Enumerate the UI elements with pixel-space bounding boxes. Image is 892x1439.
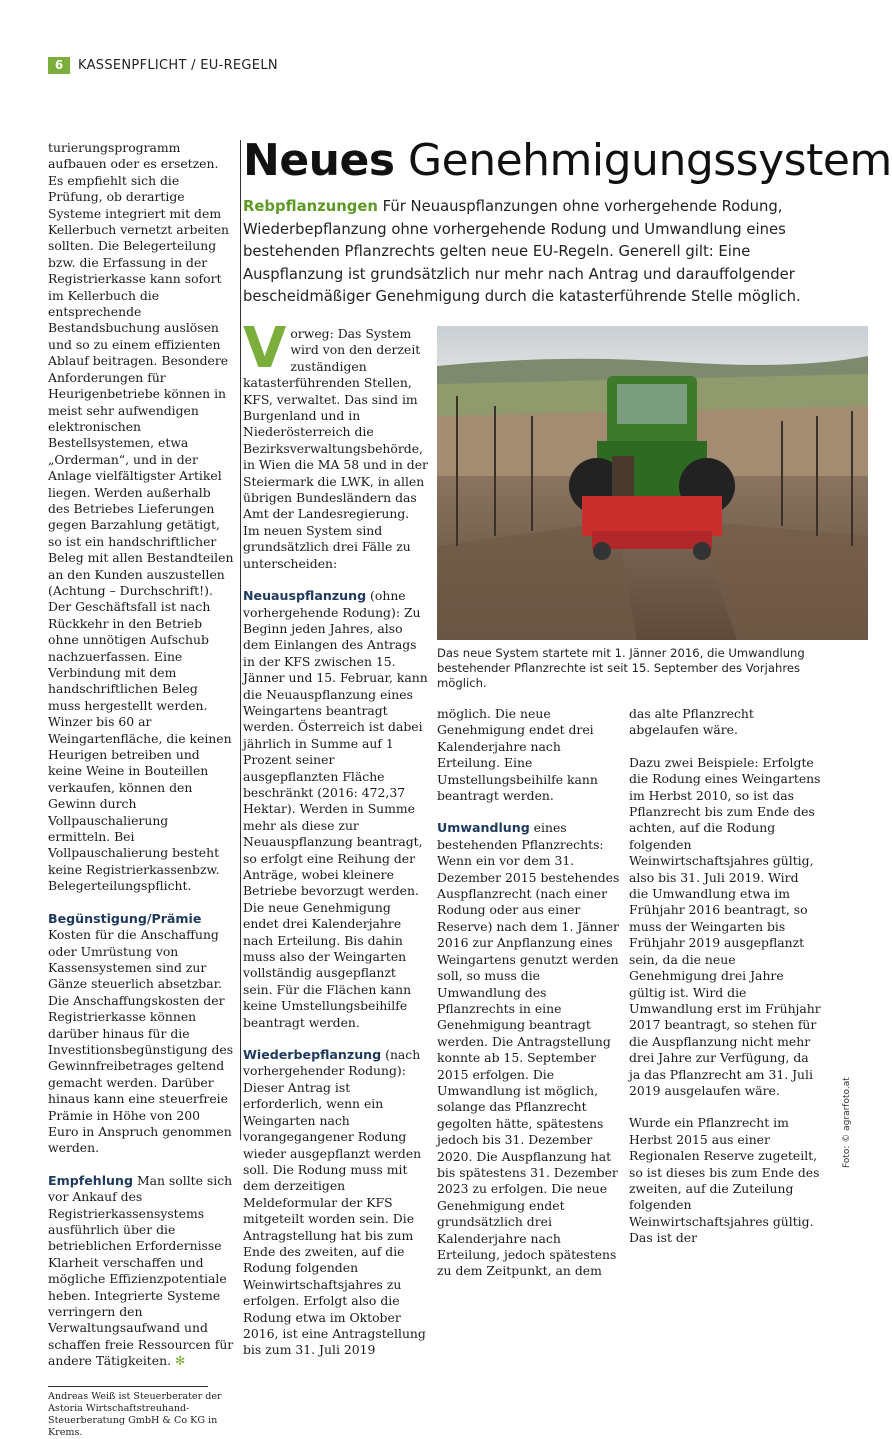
article-column-1: [243, 316, 429, 1359]
section-title: KASSENPFLICHT / EU-REGELN: [78, 57, 278, 73]
author-note: Andreas Weiß ist Steuerberater der Astoria Wirtschaftstreuhand-Steuerberatung GmbH & Co KG in Krems.: [48, 1390, 222, 1438]
end-mark-icon: ✻: [174, 1353, 186, 1369]
article-column-2: [437, 706, 621, 1280]
paragraph: Wurde ein Pflanzrecht im Herbst 2015 aus einer Regionalen Reserve zugeteilt, so ist dieses bis zum Ende des zweiten, auf die Zuteilung folgenden Weinwirtschaftsjahres gültig. Das ist der: [629, 1115, 820, 1246]
paragraph: Empfehlung Man sollte sich vor Ankauf des Registrierkassensystems ausführlich über die betrieblichen Erfordernisse Klarheit verschaffen und mögliche Effizienzpotentiale heben. Integrierte Systeme verringern den Verwaltungsaufwand und schaffen freie Ressourcen für andere Tätigkeiten. ✻: [48, 1172, 234, 1369]
article-lead: Rebpflanzungen Für Neuauspflanzungen ohne vorhergehende Rodung, Wiederbepflanzung ohne vorhergehende Rodung und Umwandlung eines bestehenden Pflanzrechts gelten neue EU-Regeln. Generell gilt: Eine Auspflanzung ist grundsätzlich nur mehr nach Antrag und darauffolgender bescheidmäßiger Genehmigung durch die katasterführende Stelle möglich.: [243, 198, 801, 306]
subheading-umwandlung: Umwandlung: [437, 820, 530, 836]
paragraph: Dazu zwei Beispiele: Erfolgte die Rodung eines Weingartens im Herbst 2010, so ist das Pflanzrecht bis zum Ende des achten, auf die Rodung folgenden Weinwirtschaftsjahres gültig, also bis 31. Juli 2019. Wird die Umwandlung etwa im Frühjahr 2016 beantragt, so muss der Weingarten bis Frühjahr 2019 ausgepflanzt sein, da die neue Genehmigung drei Jahre gültig ist. Wird die Umwandlung erst im Frühjahr 2017 beantragt, so stehen für die Auspflanzung nicht mehr drei Jahre zur Verfügung, da ja das Pflanzrecht am 31. Juli 2019 ausgelaufen wäre.: [629, 754, 821, 1098]
page-header: [48, 56, 278, 74]
article-headline: Neues Genehmigungssystem: [243, 135, 892, 186]
paragraph: Neuauspflanzung (ohne vorhergehende Rodung): Zu Beginn jeden Jahres, also dem Einlangen des Antrags in der KFS zwischen 15. Jänner und 15. Februar, kann die Neuauspflanzung eines Weingartens beantragt werden. Österreich ist dabei jährlich in Summe auf 1 Prozent seiner ausgepflanzten Fläche beschränkt (2016: 472,37 Hektar). Werden in Summe mehr als diese zur Neuauspflanzung beantragt, so erfolgt eine Reihung der Anträge, wobei kleinere Betriebe bevorzugt werden. Die neue Genehmigung endet drei Kalenderjahre nach Erteilung. Bis dahin muss also der Weingarten vollständig ausgepflanzt sein. Für die Flächen kann keine Umstellungsbeihilfe beantragt werden.: [243, 588, 428, 1030]
drop-cap: V: [243, 316, 287, 381]
photo-credit: Foto: © agrarfoto.at: [842, 1077, 852, 1168]
article-column-3: [629, 706, 821, 1247]
column-divider: [240, 140, 241, 1140]
paragraph: Vorweg: Das System wird von den derzeit zuständigen katasterführenden Stellen, KFS, verwaltet. Das sind im Burgenland und in Niederösterreich die Bezirksverwaltungsbehörde, in Wien die MA 58 und in der Steiermark die LWK, in allen übrigen Bundesländern das Amt der Landesregierung. Im neuen System sind grundsätzlich drei Fälle zu unterscheiden:: [243, 316, 428, 571]
lead-kicker: Rebpflanzungen: [243, 198, 378, 215]
tractor-vineyard-photo: [437, 326, 868, 640]
page-number: 6: [48, 57, 70, 74]
photo-illustration: [437, 326, 868, 640]
paragraph: das alte Pflanzrecht abgelaufen wäre.: [629, 706, 754, 738]
subheading-neuauspflanzung: Neuauspflanzung: [243, 588, 367, 604]
paragraph: Umwandlung eines bestehenden Pflanzrechts: Wenn ein vor dem 31. Dezember 2015 bestehendes Auspflanzrecht (nach einer Rodung oder aus einer Reserve) nach dem 1. Jänner 2016 zur Anpflanzung eines Weingartens genutzt werden soll, so muss die Umwandlung des Pflanzrechts in eine Genehmigung beantragt werden. Die Antragstellung konnte ab 15. September 2015 erfolgen. Die Umwandlung ist möglich, solange das Pflanzrecht gegolten hätte, spätestens jedoch bis 31. Dezember 2020. Die Auspflanzung hat bis spätestens 31. Dezember 2023 zu erfolgen. Die neue Genehmigung endet grundsätzlich drei Kalenderjahre nach Erteilung, jedoch spätestens zu dem Zeitpunkt, an dem: [437, 820, 620, 1279]
column-previous-article: [48, 140, 234, 1439]
subheading-empfehlung: Empfehlung: [48, 1172, 133, 1188]
subheading-beguenstigung: Begünstigung/Prämie: [48, 910, 202, 926]
author-divider: [48, 1386, 208, 1387]
paragraph: turierungsprogramm aufbauen oder es ersetzen. Es empfiehlt sich die Prüfung, ob derartige Systeme integriert mit dem Kellerbuch vernetzt arbeiten sollten. Die Belegerteilung bzw. die Erfassung in der Registrierkasse kann sofort im Kellerbuch die entsprechende Bestandsbuchung auslösen und so zu einem effizienten Ablauf beitragen. Besondere Anforderungen für Heurigenbetriebe können in meist sehr aufwendigen elektronischen Bestellsystemen, etwa „Orderman“, und in der Anlage vielfältigster Artikel liegen. Werden außerhalb des Betriebes Lieferungen gegen Barzahlung getätigt, so ist ein handschriftlicher Beleg mit allen Bestandteilen an den Kunden auszustellen (Achtung – Durchschrift!). Der Geschäftsfall ist nach Rückkehr in den Betrieb ohne unnötigen Aufschub nachzuerfassen. Eine Verbindung mit dem handschriftlichen Beleg muss hergestellt werden. Winzer bis 60 ar Weingartenfläche, die keinen Heurigen betreiben und keine Weine in Bouteillen verkaufen, können den Gewinn durch Vollpauschalierung ermitteln. Bei Vollpauschalierung besteht keine Registrierkassenbzw. Belegerteilungspflicht.: [48, 140, 234, 894]
photo-caption: Das neue System startete mit 1. Jänner 2016, die Umwandlung bestehender Pflanzrechte ist seit 15. September des Vorjahres möglich.: [437, 646, 805, 691]
subheading-wiederbepflanzung: Wiederbepflanzung: [243, 1047, 382, 1063]
paragraph: Begünstigung/Prämie Kosten für die Anschaffung oder Umrüstung von Kassensystemen sind zur Gänze steuerlich absetzbar. Die Anschaffungskosten der Registrierkasse können darüber hinaus für die Investitionsbegünstigung des Gewinnfreibetrages geltend gemacht werden. Darüber hinaus kann eine steuerfreie Prämie in Höhe von 200 Euro in Anspruch genommen werden.: [48, 910, 234, 1156]
paragraph: möglich. Die neue Genehmigung endet drei Kalenderjahre nach Erteilung. Eine Umstellungsbeihilfe kann beantragt werden.: [437, 706, 598, 804]
paragraph: Wiederbepflanzung (nach vorhergehender Rodung): Dieser Antrag ist erforderlich, wenn ein Weingarten nach vorangegangener Rodung wieder ausgepflanzt werden soll. Die Rodung muss mit dem derzeitigen Meldeformular der KFS mitgeteilt worden sein. Die Antragstellung hat bis zum Ende des zweiten, auf die Rodung folgenden Weinwirtschaftsjahres zu erfolgen. Erfolgt also die Rodung etwa im Oktober 2016, ist eine Antragstellung bis zum 31. Juli 2019: [243, 1047, 426, 1358]
